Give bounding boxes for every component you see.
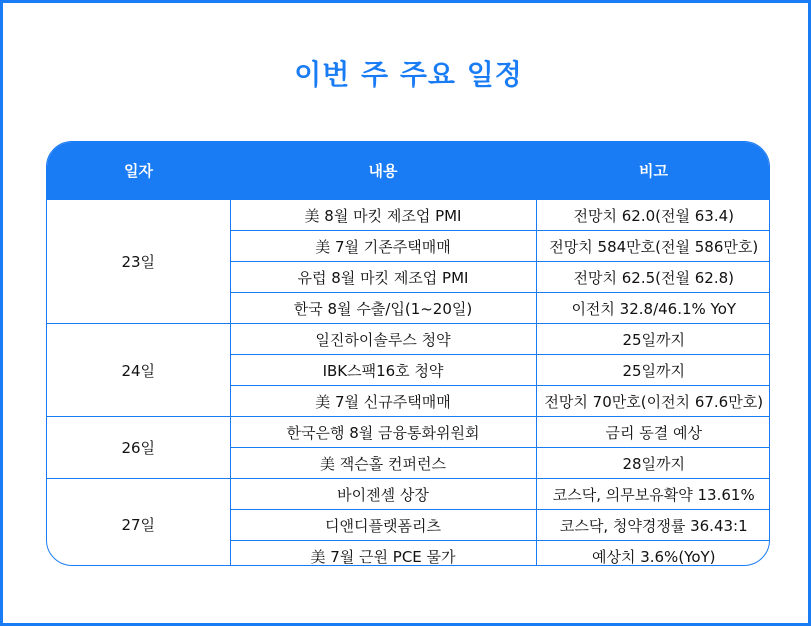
content-cell: IBK스팩16호 청약 (230, 355, 536, 386)
note-cell: 예상치 3.6%(YoY) (536, 541, 770, 567)
note-cell: 전망치 70만호(이전치 67.6만호) (536, 386, 770, 417)
content-cell: 디앤디플랫폼리츠 (230, 510, 536, 541)
note-cell: 코스닥, 청약경쟁률 36.43:1 (536, 510, 770, 541)
header-date: 일자 (47, 142, 230, 200)
note-cell: 전망치 584만호(전월 586만호) (536, 231, 770, 262)
note-cell: 코스닥, 의무보유확약 13.61% (536, 479, 770, 510)
date-cell: 27일 (47, 479, 230, 567)
note-cell: 28일까지 (536, 448, 770, 479)
table-row (47, 324, 770, 355)
table-row (47, 479, 770, 510)
note-cell: 이전치 32.8/46.1% YoY (536, 293, 770, 324)
content-cell: 美 7월 기존주택매매 (230, 231, 536, 262)
content-cell: 바이젠셀 상장 (230, 479, 536, 510)
table-row (47, 417, 770, 448)
schedule-table-container (46, 141, 770, 566)
date-cell: 23일 (47, 200, 230, 324)
header-note: 비고 (536, 142, 770, 200)
table-row (47, 200, 770, 231)
content-cell: 한국 8월 수출/입(1~20일) (230, 293, 536, 324)
content-cell: 美 8월 마킷 제조업 PMI (230, 200, 536, 231)
note-cell: 전망치 62.0(전월 63.4) (536, 200, 770, 231)
date-cell: 26일 (47, 417, 230, 479)
note-cell: 전망치 62.5(전월 62.8) (536, 262, 770, 293)
content-cell: 일진하이솔루스 청약 (230, 324, 536, 355)
header-content: 내용 (230, 142, 536, 200)
content-cell: 美 잭슨홀 컨퍼런스 (230, 448, 536, 479)
note-cell: 25일까지 (536, 355, 770, 386)
content-cell: 한국은행 8월 금융통화위원회 (230, 417, 536, 448)
page-title: 이번 주 주요 일정 (294, 58, 523, 91)
schedule-table (47, 142, 770, 566)
content-cell: 美 7월 신규주택매매 (230, 386, 536, 417)
note-cell: 25일까지 (536, 324, 770, 355)
content-cell: 美 7월 근원 PCE 물가 (230, 541, 536, 567)
note-cell: 금리 동결 예상 (536, 417, 770, 448)
header-row (47, 142, 770, 200)
date-cell: 24일 (47, 324, 230, 417)
content-cell: 유럽 8월 마킷 제조업 PMI (230, 262, 536, 293)
